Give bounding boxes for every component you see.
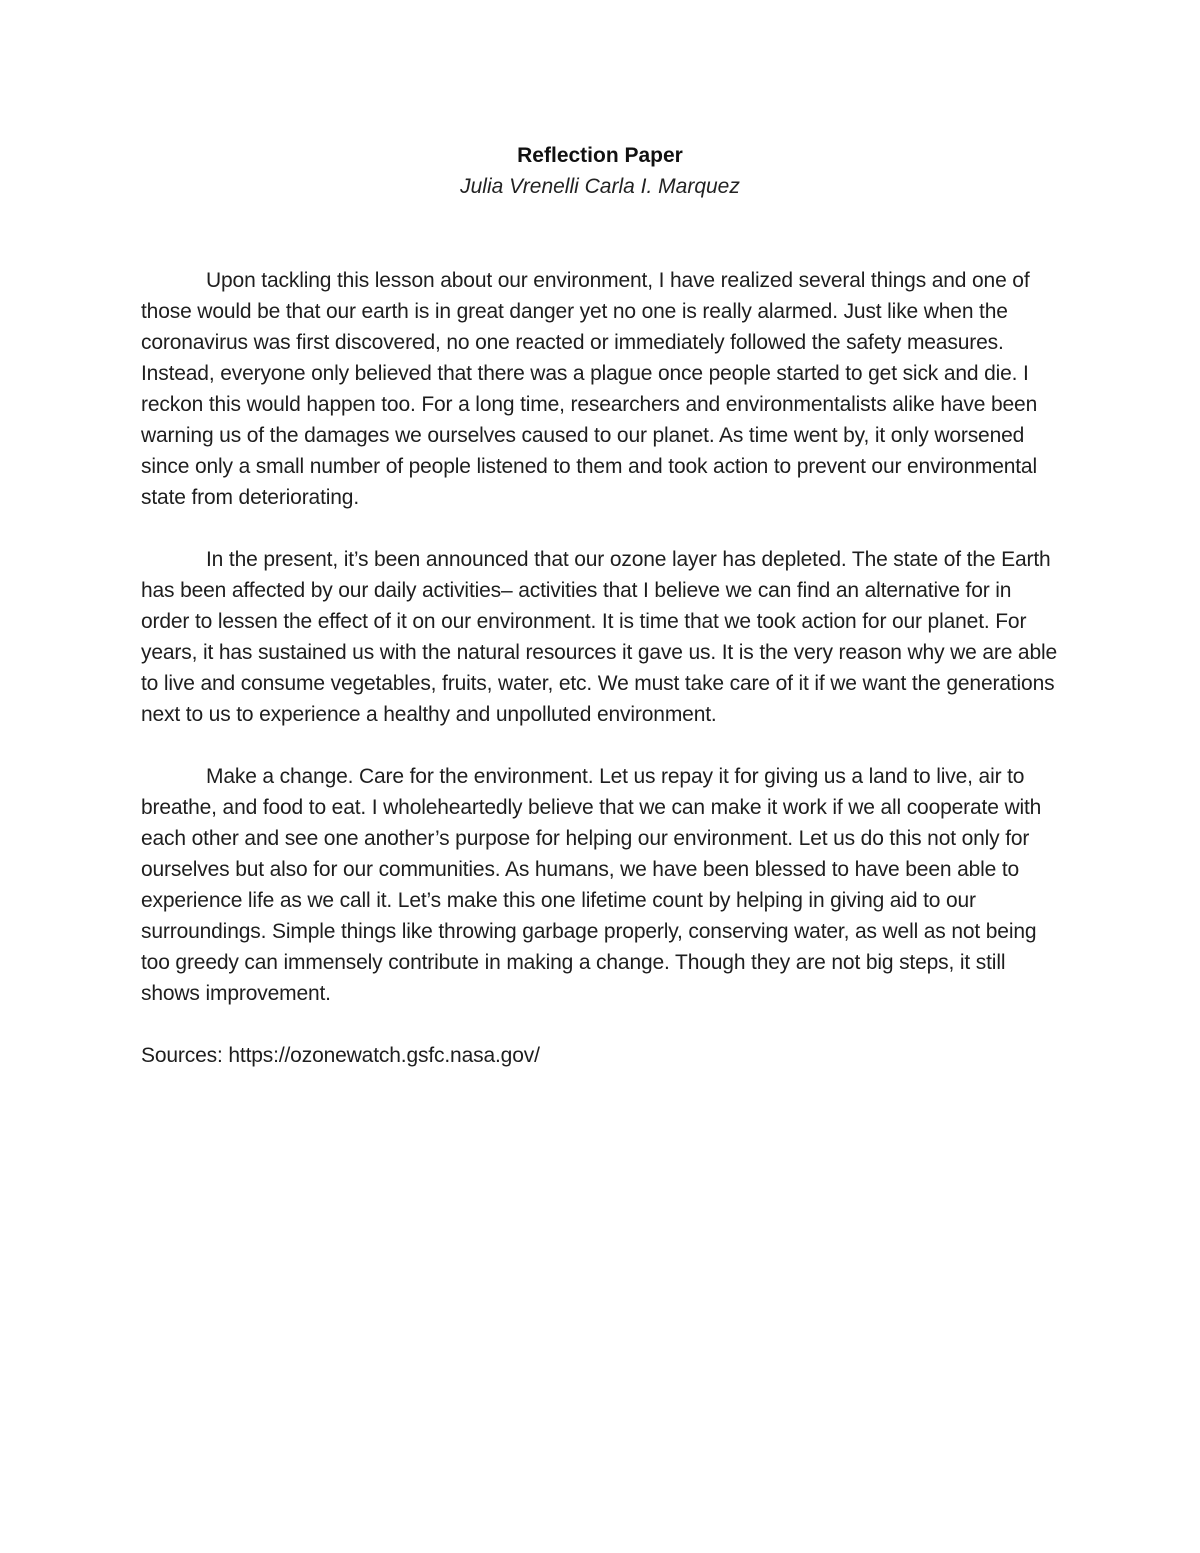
sources-line: Sources: https://ozonewatch.gsfc.nasa.gov/ [141,1044,540,1067]
document-body [141,265,1059,1071]
author-name: Julia Vrenelli Carla I. Marquez [460,175,740,198]
paragraph-2: In the present, it’s been announced that our ozone layer has depleted. The state of the Earth has been affected by our daily activities– activities that I believe we can find an alternative for in order to lessen the effect of it on our environment. It is time that we took action for our planet. For years, it has sustained us with the natural resources it gave us. It is the very reason why we are able to live and consume vegetables, fruits, water, etc. We must take care of it if we want the generations next to us to experience a healthy and unpolluted environment. [141,548,1058,726]
paragraph-3: Make a change. Care for the environment. Let us repay it for giving us a land to live, air to breathe, and food to eat. I wholeheartedly believe that we can make it work if we all cooperate with each other and see one another’s purpose for helping our environment. Let us do this not only for ourselves but also for our communities. As humans, we have been blessed to have been able to experience life as we call it. Let’s make this one lifetime count by helping in giving aid to our surroundings. Simple things like throwing garbage properly, conserving water, as well as not being too greedy can immensely contribute in making a change. Though they are not big steps, it still shows improvement. [141,765,1042,1005]
document-content [141,140,1059,1071]
page-title: Reflection Paper [517,144,683,167]
paragraph-1: Upon tackling this lesson about our environment, I have realized several things and one of those would be that our earth is in great danger yet no one is really alarmed. Just like when the coronavirus was first discovered, no one reacted or immediately followed the safety measures. Instead, everyone only believed that there was a plague once people started to get sick and die. I reckon this would happen too. For a long time, researchers and environmentalists alike have been warning us of the damages we ourselves caused to our planet. As time went by, it only worsened since only a small number of people listened to them and took action to prevent our environmental state from deteriorating. [141,269,1038,509]
